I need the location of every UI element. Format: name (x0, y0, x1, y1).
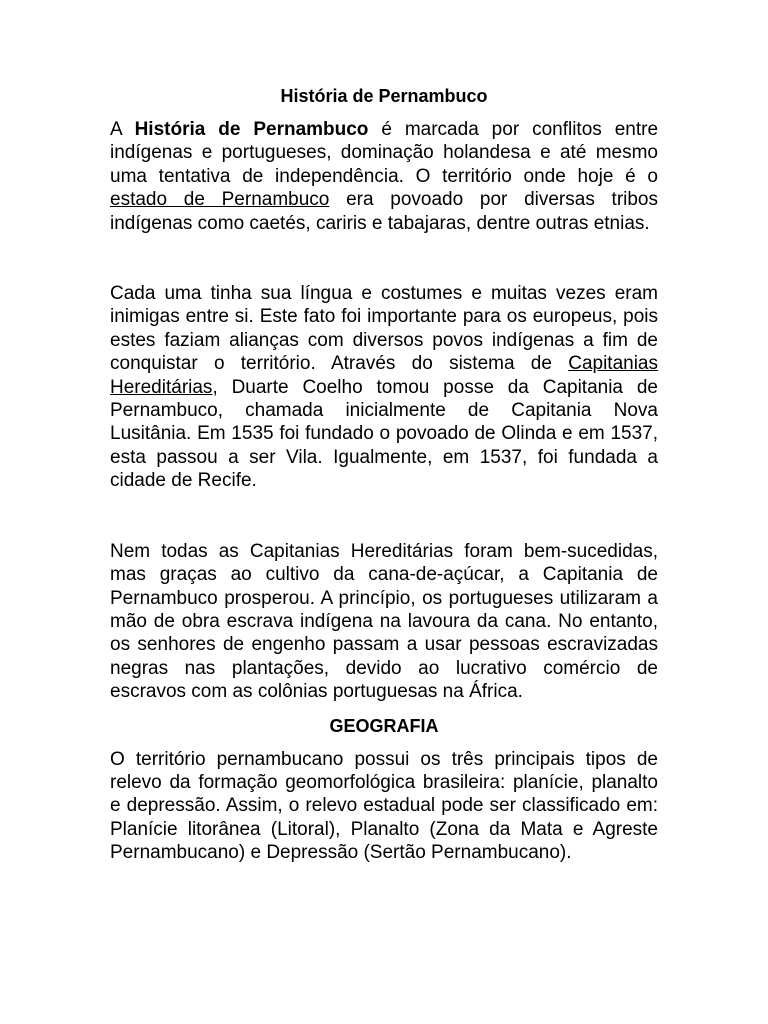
paragraph-spacer (110, 235, 658, 282)
paragraph-intro-text-1: é marcada por conflitos entre indígenas e portugueses, dominação holandesa e até mesmo uma tentativa de independência. O território onde hoje é o (110, 119, 659, 187)
paragraph-intro-lead: A (110, 119, 135, 140)
document-title: História de Pernambuco (280, 86, 488, 106)
paragraph-capitanias-text-2: , Duarte Coelho tomou posse da Capitania de Pernambuco, chamada inicialmente de Capitania Nova Lusitânia. Em 1535 foi fundado o povoado de Olinda e em 1537, esta passou a ser Vila. Igualmente, em 1537, foi fundada a cidade de Recife. (110, 376, 658, 492)
paragraph-intro-text-2: era povoado por diversas tribos indígenas como caetés, cariris e tabajaras, dentre outras etnias. (110, 189, 658, 234)
link-estado-de-pernambuco[interactable]: estado de Pernambuco (110, 189, 330, 211)
section-title-geografia: GEOGRAFIA (329, 715, 439, 736)
paragraph-capitanias (110, 282, 658, 493)
paragraph-intro (110, 118, 658, 235)
document-page (110, 84, 658, 865)
paragraph-spacer (110, 704, 658, 714)
paragraph-intro-bold: História de Pernambuco (134, 119, 369, 140)
paragraph-capitanias-text-1: Cada uma tinha sua língua e costumes e muitas vezes eram inimigas entre si. Este fato foi importante para os europeus, pois estes faziam alianças com diversos povos indígenas a fim de conquistar o território. Através do sistema de (110, 283, 658, 375)
paragraph-geografia: O território pernambucano possui os três principais tipos de relevo da formação geomorfológica brasileira: planície, planalto e depressão. Assim, o relevo estadual pode ser classificado em: Planície litorânea (Litoral), Planalto (Zona da Mata e Agreste Pernambucano) e Depressão (Sertão Pernambucano). (110, 748, 658, 864)
link-capitanias-hereditarias[interactable]: Capitanias Hereditárias (110, 353, 658, 398)
paragraph-spacer (110, 493, 658, 540)
paragraph-cana-de-acucar: Nem todas as Capitanias Hereditárias foram bem-sucedidas, mas graças ao cultivo da cana-de-açúcar, a Capitania de Pernambuco prosperou. A princípio, os portugueses utilizaram a mão de obra escrava indígena na lavoura da cana. No entanto, os senhores de engenho passam a usar pessoas escravizadas negras nas plantações, devido ao lucrativo comércio de escravos com as colônias portuguesas na África. (110, 540, 658, 703)
